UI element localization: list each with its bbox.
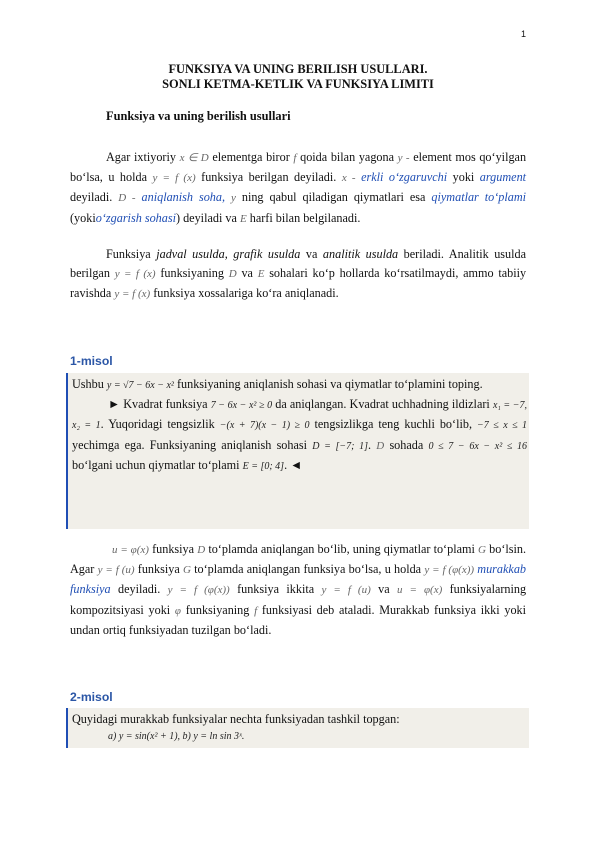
example-2-box — [66, 708, 529, 748]
example-2-heading: 2-misol — [70, 690, 113, 704]
example-2-question: Quyidagi murakkab funksiyalar nechta funksiyadan tashkil topgan: — [72, 712, 400, 726]
example-1-heading: 1-misol — [70, 354, 113, 368]
triangle-right-icon: ► — [108, 397, 121, 412]
paragraph-composite: u = φ(x) funksiya D to‘plamda aniqlangan bo‘lib, uning qiymatlar to‘plami G bo‘lsin. Agar y = f (u) funksiya G to‘plamda aniqlangan funksiya bo‘lsa, u holda y = f (φ(x)) murakkab funksiya deyiladi. y = f (φ(x)) funksiya ikkita y = f (u) va u = φ(x) funksiyalarning kompozitsiyasi yoki φ funksiyaning f funksiyasi deb ataladi. Murakkab funksiya ikki yoki undan ortiq funksiyadan tuzilgan bo‘ladi. — [70, 542, 527, 637]
section-subtitle: Funksiya va uning berilish usullari — [106, 109, 291, 123]
example-1-box: Ushbu y = √7 − 6x − x² funksiyaning aniqlanish sohasi va qiymatlar to‘plamini toping. ► Kvadrat funksiya 7 − 6x − x² ≥ 0 da aniqlangan. Kvadrat uchhadning ildizlari x₁ = −7, x₂ = 1. Yuqoridagi tengsizlik −(x + 7)(x − 1) ≥ 0 tengsizlikga teng kuchli bo‘lib, −7 ≤ x ≤ 1 yechimga ega. Funksiyaning aniqlanish sohasi D = [−7; 1]. D sohada 0 ≤ 7 − 6x − x² ≤ 16 bo‘lgani uchun qiymatlar to‘plami E = [0; 4]. ◄ — [66, 373, 529, 529]
page-title — [0, 62, 596, 92]
paragraph-methods: Funksiya jadval usulda, grafik usulda va analitik usulda beriladi. Analitik usulda berilgan y = f (x) funksiyaning D va E sohalari ko‘p hollarda ko‘rsatilmaydi, ammo tabiiy ravishda y = f (x) funksiya xossalariga ko‘ra aniqlanadi. — [70, 247, 527, 301]
page-number: 1 — [520, 29, 526, 39]
title-line-1: FUNKSIYA VA UNING BERILISH USULLARI. — [168, 62, 428, 76]
triangle-left-icon: ◄ — [290, 457, 303, 472]
example-2-items: a) y = sin(x² + 1), b) y = ln sin 3ˣ. — [108, 731, 245, 742]
paragraph-definition: Agar ixtiyoriy x ∈ D elementga biror f qoida bilan yagona y - element mos qo‘yilgan bo‘lsa, u holda y = f (x) funksiya berilgan deyiladi. x - erkli o‘zgaruvchi yoki argument deyiladi. D - aniqlanish soha, y ning qabul qiladigan qiymatlari esa qiymatlar to‘plami (yokio‘zgarish sohasi) deyiladi va E harfi bilan belgilanadi. — [70, 150, 527, 225]
title-line-2: SONLI KETMA-KETLIK VA FUNKSIYA LIMITI — [162, 77, 434, 91]
